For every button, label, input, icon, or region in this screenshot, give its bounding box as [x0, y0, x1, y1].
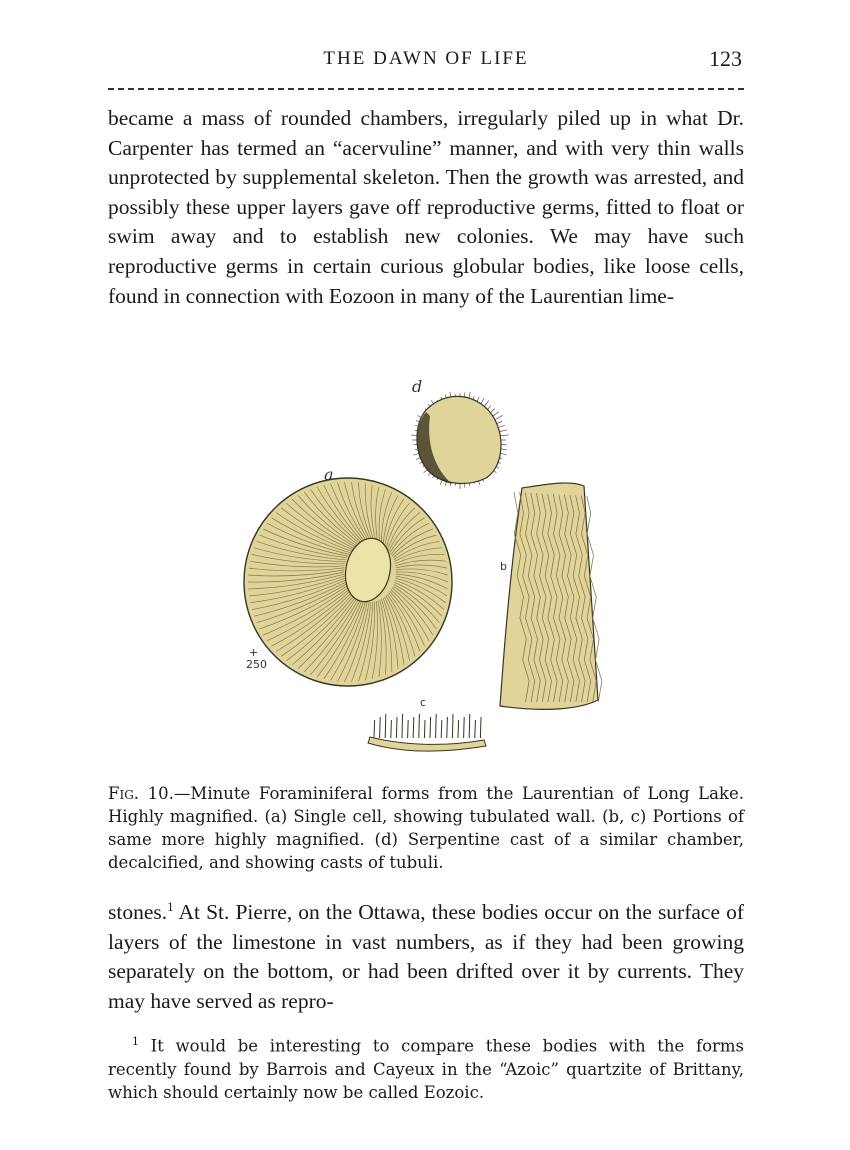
- comb-tooth: [385, 714, 386, 738]
- comb-tooth: [408, 720, 409, 738]
- caption-text: —Minute Foraminiferal forms from the Laurentian of Long Lake. Highly magnified. (a) Single cell, showing tubulated wall. (b, c) Portions of same more highly magnified. (d) Serpentine cast of a similar chamber, decalcified, and showing casts of tubuli.: [108, 784, 744, 872]
- comb-tooth: [464, 717, 465, 738]
- bristle: [497, 421, 503, 423]
- figure-svg: [108, 360, 744, 780]
- paragraph-bottom-lead: stones.: [108, 900, 168, 924]
- specimen-a: [244, 465, 452, 686]
- comb-tooth: [413, 717, 414, 738]
- caption-label: Fig. 10.: [108, 784, 174, 803]
- specimen-c-base: [368, 737, 486, 751]
- specimen-c: [368, 696, 486, 751]
- body-text-bottom: [108, 898, 744, 1016]
- paragraph-top: became a mass of rounded chambers, irregularly piled up in what Dr. Carpenter has termed an “acervuline” manner, and with very thin walls unprotected by supplemental skeleton. Then the growth was arrested, and possibly these upper layers gave off reproductive germs, fitted to float or swim away and to establish new colonies. We may have such reproductive germs in certain curious globular bodies, like loose cells, found in connection with Eozoon in many of the Laurentian lime-: [108, 106, 744, 308]
- comb-tooth: [447, 717, 448, 738]
- label-c: c: [420, 696, 427, 709]
- paragraph-bottom-text: At St. Pierre, on the Ottawa, these bodies occur on the surface of layers of the limestone in vast numbers, as if they had been growing separately on the bottom, or had been drifted over it by currents. They may have served as repro-: [108, 900, 744, 1013]
- comb-tooth: [380, 717, 381, 738]
- footnote: [108, 1030, 744, 1104]
- bristle: [498, 426, 505, 428]
- paragraph-bottom: [108, 898, 744, 1016]
- header-rule: [108, 88, 744, 90]
- comb-tooth: [458, 720, 459, 738]
- footnote-reference[interactable]: 1: [167, 898, 174, 914]
- comb-tooth: [469, 714, 470, 738]
- body-text-top: [108, 104, 744, 311]
- footnote-marker: 1: [132, 1035, 139, 1048]
- magnification-cross: +: [249, 646, 259, 659]
- comb-tooth: [480, 717, 481, 738]
- label-a: a: [324, 465, 334, 484]
- comb-tooth: [396, 717, 397, 738]
- specimen-c-tubuli: [374, 714, 481, 738]
- bristle: [499, 430, 507, 432]
- specimen-b: [500, 483, 602, 709]
- comb-tooth: [374, 720, 375, 738]
- comb-tooth: [419, 714, 420, 738]
- figure-illustration: [108, 360, 744, 780]
- comb-tooth: [475, 720, 476, 738]
- page-number: 123: [709, 46, 742, 71]
- bristle: [500, 435, 509, 436]
- running-title: THE DAWN OF LIFE: [323, 48, 529, 69]
- label-b: b: [500, 560, 507, 573]
- running-head: [108, 46, 744, 74]
- specimen-d: [411, 377, 508, 489]
- comb-tooth: [452, 714, 453, 738]
- bristle: [492, 412, 498, 417]
- comb-tooth: [402, 714, 403, 738]
- comb-tooth: [391, 720, 392, 738]
- figure-caption: [108, 782, 744, 874]
- comb-tooth: [430, 717, 431, 738]
- label-d: d: [412, 377, 423, 396]
- magnification-label: 250: [246, 658, 267, 671]
- comb-tooth: [436, 714, 437, 738]
- bristle: [495, 416, 503, 421]
- footnote-text: It would be interesting to compare these bodies with the forms recently found by Barrois and Cayeux in the “Azoic” quartzite of Brittany, which should certainly now be called Eozoic.: [108, 1036, 744, 1102]
- comb-tooth: [441, 720, 442, 738]
- comb-tooth: [424, 720, 425, 738]
